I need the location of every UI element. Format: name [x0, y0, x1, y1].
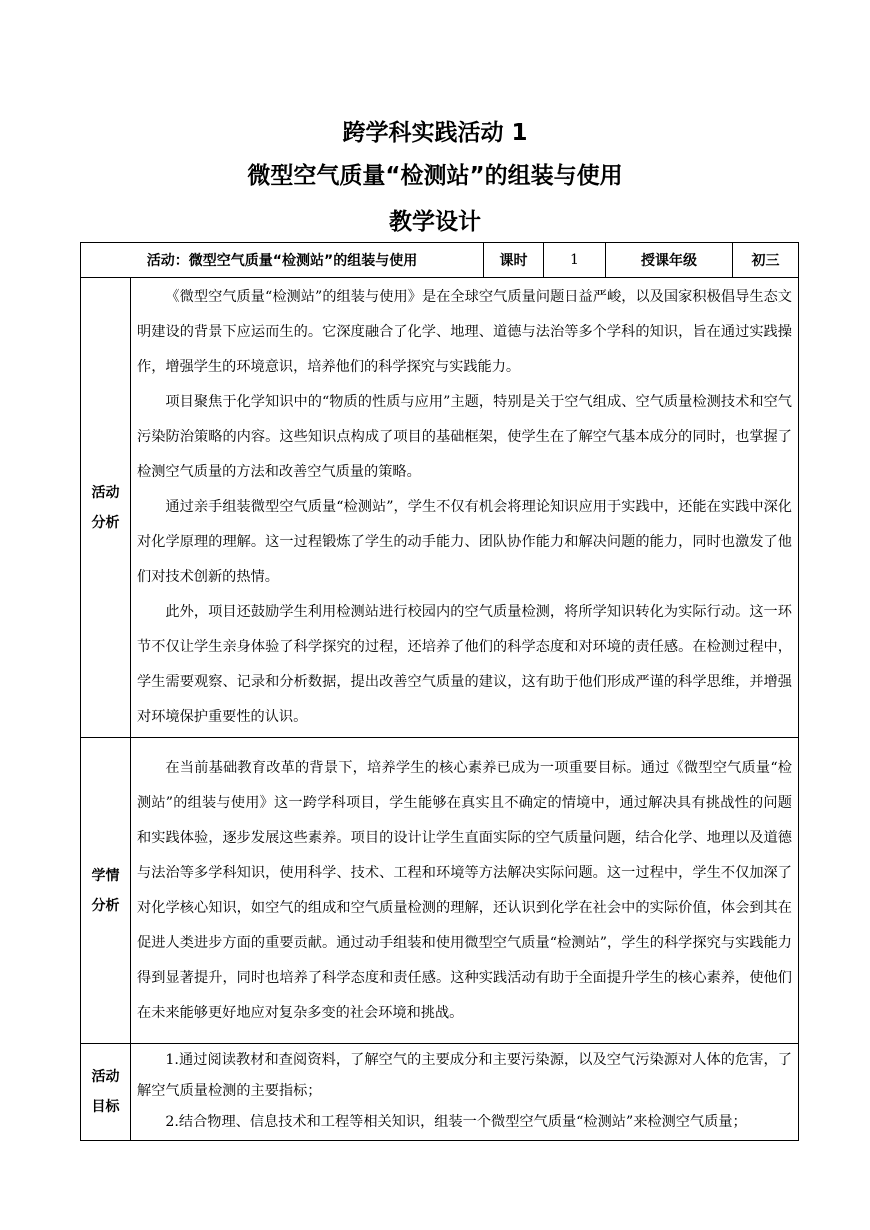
activity-analysis-label	[81, 278, 131, 738]
label-line: 活动	[91, 484, 120, 501]
title-line-1: 跨学科实践活动 1	[342, 120, 528, 146]
label-line: 学情	[91, 867, 120, 884]
activity-goals-content	[131, 1044, 799, 1141]
activity-analysis-content	[131, 278, 799, 738]
grade-label: 授课年级	[606, 243, 733, 278]
paragraph: 项目聚焦于化学知识中的“物质的性质与应用”主题，特别是关于空气组成、空气质量检测技术和空气污染防治策略的内容。这些知识点构成了项目的基础框架，使学生在了解空气基本成分的同时，也掌握了检测空气质量的方法和改善空气质量的策略。	[137, 394, 792, 480]
goal-item: 2.结合物理、信息技术和工程等相关知识，组装一个微型空气质量“检测站”来检测空气质量；	[165, 1114, 747, 1130]
paragraph: 在当前基础教育改革的背景下，培养学生的核心素养已成为一项重要目标。通过《微型空气质量“检测站”的组装与使用》这一跨学科项目，学生能够在真实且不确定的情境中，通过解决具有挑战性的问题和实践体验，逐步发展这些素养。项目的设计让学生直面实际的空气质量问题，结合化学、地理以及道德与法治等多学科知识，使用科学、技术、工程和环境等方法解决实际问题。这一过程中，学生不仅加深了对化学核心知识，如空气的组成和空气质量检测的理解，还认识到化学在社会中的实际价值，体会到其在促进人类进步方面的重要贡献。通过动手组装和使用微型空气质量“检测站”，学生的科学探究与实践能力得到显著提升，同时也培养了科学态度和责任感。这种实践活动有助于全面提升学生的核心素养，使他们在未来能够更好地应对复杂多变的社会环境和挑战。	[137, 759, 792, 1021]
paragraph: 此外，项目还鼓励学生利用检测站进行校园内的空气质量检测，将所学知识转化为实际行动。这一环节不仅让学生亲身体验了科学探究的过程，还培养了他们的科学态度和对环境的责任感。在检测过程中，学生需要观察、记录和分析数据，提出改善空气质量的建议，这有助于他们形成严谨的科学思维，并增强对环境保护重要性的认识。	[137, 604, 792, 725]
grade-value: 初三	[733, 243, 799, 278]
activity-goals-label	[81, 1044, 131, 1141]
goal-item: 1.通过阅读教材和查阅资料，了解空气的主要成分和主要污染源，以及空气污染源对人体的危害，了解空气质量检测的主要指标；	[137, 1052, 792, 1099]
student-analysis-content	[131, 738, 799, 1044]
paragraph: 通过亲手组装微型空气质量“检测站”，学生不仅有机会将理论知识应用于实践中，还能在实践中深化对化学原理的理解。这一过程锻炼了学生的动手能力、团队协作能力和解决问题的能力，同时也激发了他们对技术创新的热情。	[137, 499, 792, 585]
label-line: 活动	[91, 1069, 120, 1085]
activity-goals-row	[81, 1044, 799, 1141]
paragraph: 《微型空气质量“检测站”的组装与使用》是在全球空气质量问题日益严峻，以及国家积极倡导生态文明建设的背景下应运而生的。它深度融合了化学、地理、道德与法治等多个学科的知识，旨在通过实践操作，增强学生的环境意识，培养他们的科学探究与实践能力。	[137, 289, 792, 375]
title-line-3: 教学设计	[389, 209, 481, 235]
activity-name-cell: 活动：微型空气质量“检测站”的组装与使用	[81, 243, 484, 278]
title-line-2: 微型空气质量“检测站”的组装与使用	[247, 163, 623, 189]
label-line: 分析	[91, 514, 120, 531]
hours-value: 1	[544, 243, 606, 278]
hours-label: 课时	[484, 243, 544, 278]
student-analysis-label	[81, 738, 131, 1044]
label-line: 分析	[91, 897, 120, 914]
lesson-design-table	[80, 242, 799, 1141]
header-row	[81, 243, 799, 278]
student-analysis-row	[81, 738, 799, 1044]
activity-analysis-row	[81, 278, 799, 738]
label-line: 目标	[91, 1099, 120, 1115]
